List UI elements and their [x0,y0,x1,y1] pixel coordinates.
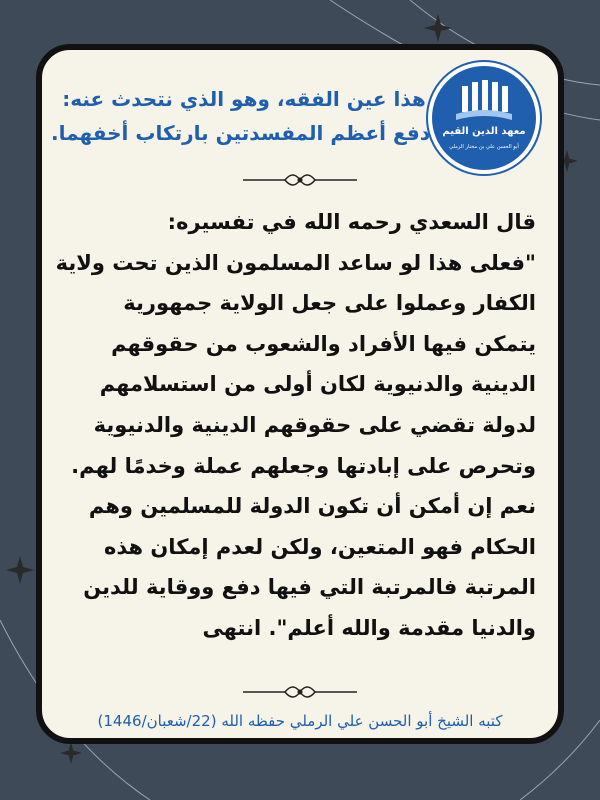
institute-logo [428,62,540,174]
page-heading [51,82,430,150]
logo-caption: أبو الحسن علي بن مختار الرملي [449,144,519,150]
quote-line: لدولة تقضي على حقوقهم الدينية والدنيوية [93,412,536,437]
author-credit: كتبه الشيخ أبو الحسن علي الرملي حفظه الله (22/شعبان/1446) [97,712,503,730]
quote-line: قال السعدي رحمه الله في تفسيره: [167,210,536,234]
quote-line: المرتبة فالمرتبة التي فيها دفع ووقاية للدين [83,575,536,600]
quote-line: وتحرص على إبادتها وجعلهم عملة وخدمًا لهم. [71,453,536,478]
sparkle-star-icon [424,14,452,42]
sparkle-star-icon [6,556,34,584]
ornament-divider [235,680,365,704]
book-icon [432,66,536,170]
quote-line: الدينية والدنيوية لكان أولى من استسلامهم [99,372,536,397]
heading-line: دفع أعظم المفسدتين بارتكاب أخفهما. [51,121,430,145]
quote-body [55,202,536,649]
content-card [36,44,564,744]
quote-line: نعم إن أمكن أن تكون الدولة للمسلمين وهم [88,494,536,519]
quote-line: يتمكن فيها الأفراد والشعوب من حقوقهم [111,331,536,356]
quote-line: الحكام فهو المتعين، ولكن لعدم إمكان هذه [103,534,536,559]
quote-line: والدنيا مقدمة والله أعلم". انتهى [202,615,536,640]
logo-title: معهد الدين القيم [442,126,526,137]
heading-line: هذا عين الفقه، وهو الذي نتحدث عنه: [62,87,426,111]
sparkle-star-icon [60,742,82,764]
ornament-divider [235,168,365,192]
quote-line: الكفار وعملوا على جعل الولاية جمهورية [123,291,536,316]
quote-line: "فعلى هذا لو ساعد المسلمون الذين تحت ولاية [55,250,536,275]
